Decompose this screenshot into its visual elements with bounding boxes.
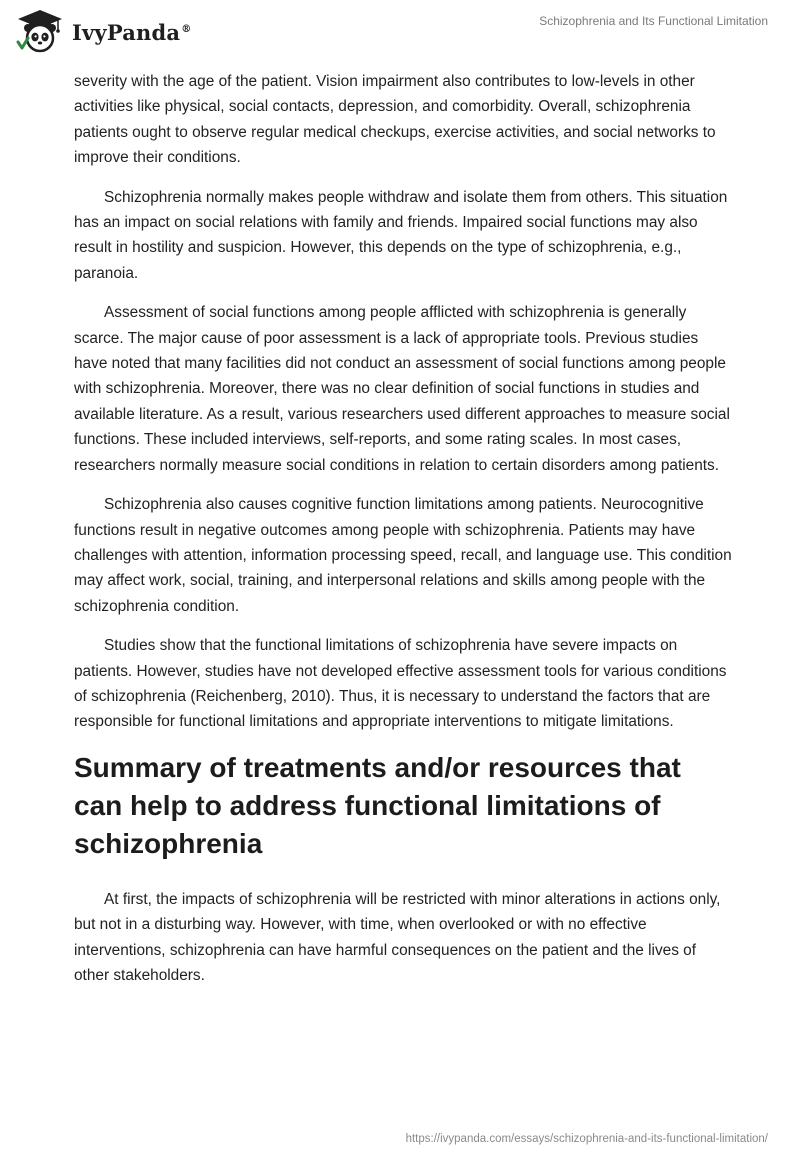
- paragraph-assessment: Assessment of social functions among people afflicted with schizophrenia is generally scarce. The major cause of poor assessment is a lack of appropriate tools. Previous studies have noted that many facilities did not conduct an assessment of social functions among people with schizophrenia. Moreover, there was no clear definition of social functions in studies and available literature. As a result, various researchers used different approaches to measure social functions. These included interviews, self-reports, and some rating scales. In most cases, researchers normally measure social conditions in relation to certain disorders among patients.: [74, 304, 730, 474]
- panda-graduate-icon: [14, 8, 66, 54]
- page-header: [0, 0, 800, 72]
- paragraph-studies: Studies show that the functional limitations of schizophrenia have severe impacts on patients. However, studies have not developed effective assessment tools for various conditions of schizophrenia (Reichenberg, 2010). Thus, it is necessary to understand the factors that are responsible for functional limitations and appropriate interventions to mitigate limitations.: [74, 637, 727, 731]
- source-url[interactable]: https://ivypanda.com/essays/schizophrenia-and-its-functional-limitation/: [405, 1133, 768, 1145]
- registered-mark: ®: [181, 23, 192, 35]
- paragraph-treatments-intro: At first, the impacts of schizophrenia will be restricted with minor alterations in actions only, but not in a disturbing way. However, with time, when overlooked or with no effective interventions, schizophrenia can have harmful consequences on the patient and the lives of other stakeholders.: [74, 890, 721, 984]
- document-title: Schizophrenia and Its Functional Limitation: [539, 14, 768, 28]
- section-heading: Summary of treatments and/or resources that can help to address functional limitations of schizophrenia: [74, 751, 681, 859]
- ivypanda-logo[interactable]: [14, 8, 191, 54]
- paragraph-cognitive: Schizophrenia also causes cognitive function limitations among patients. Neurocognitive functions result in negative outcomes among people with schizophrenia. Patients may have challenges with attention, information processing speed, recall, and language use. This condition may affect work, social, training, and interpersonal relations and skills among people with the schizophrenia condition.: [74, 496, 732, 615]
- brand-name: [72, 20, 191, 45]
- essay-body: [74, 69, 734, 1002]
- paragraph-continuation: severity with the age of the patient. Vision impairment also contributes to low-levels in other activities like physical, social contacts, depression, and comorbidity. Overall, schizophrenia patients ought to observe regular medical checkups, exercise activities, and social networks to improve their conditions.: [74, 73, 716, 167]
- brand-name-text: IvyPanda: [72, 19, 181, 45]
- paragraph-social-isolation: Schizophrenia normally makes people withdraw and isolate them from others. This situation has an impact on social relations with family and friends. Impaired social functions may also result in hostility and suspicion. However, this depends on the type of schizophrenia, e.g., paranoia.: [74, 188, 728, 282]
